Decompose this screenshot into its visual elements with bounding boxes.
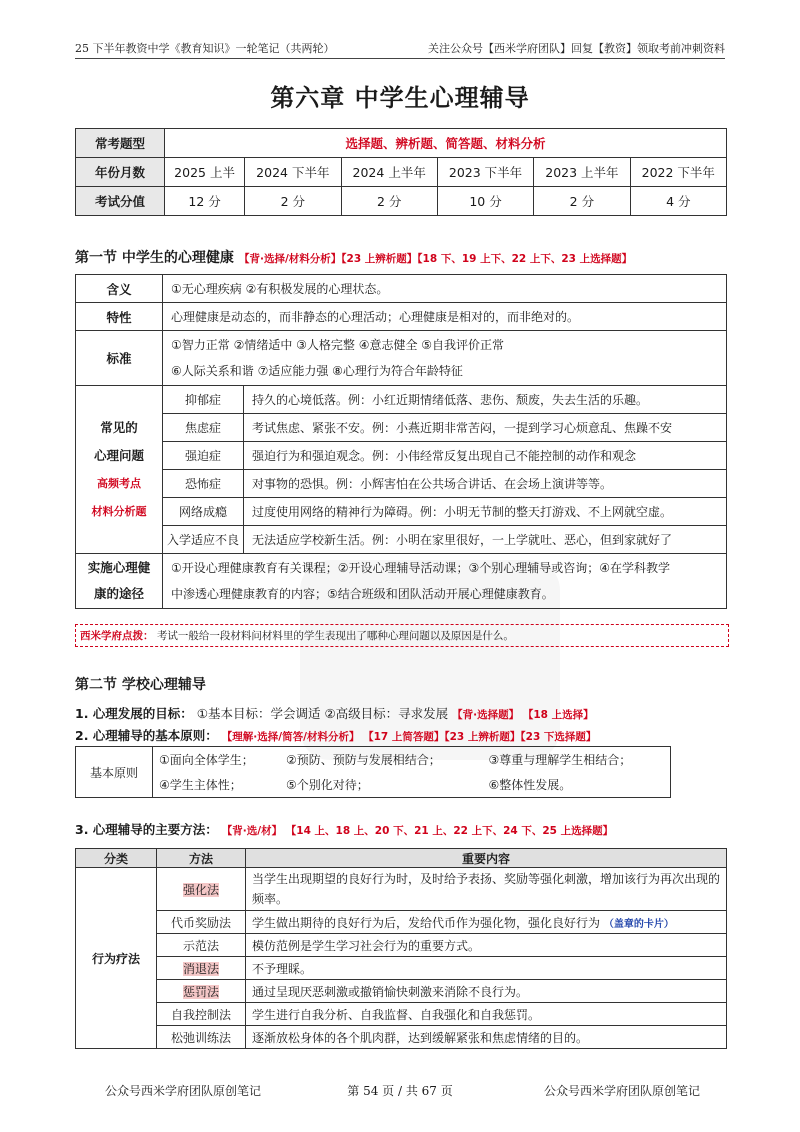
principles-title: 2. 心理辅导的基本原则： (75, 728, 218, 743)
method-desc: 学生进行自我分析、自我监督、自我强化和自我惩罚。 (246, 1003, 727, 1026)
method-desc: 逐渐放松身体的各个肌肉群，达到缓解紧张和焦虑情绪的目的。 (246, 1026, 727, 1049)
principle-item: ①面向全体学生； (153, 747, 281, 773)
header-left: 25 下半年教资中学《教育知识》一轮笔记（共两轮） (75, 42, 335, 55)
score-cell: 2 分 (341, 187, 437, 216)
exam-info-table (75, 128, 727, 216)
goal-tags: 【背·选择题】 【18 上选择】 (452, 709, 594, 721)
approach-text (163, 554, 727, 609)
score-cell: 4 分 (630, 187, 726, 216)
year-cell: 2024 下半年 (245, 158, 341, 187)
year-cell: 2023 下半年 (437, 158, 533, 187)
methods-table (75, 848, 727, 1049)
problem-name: 网络成瘾 (163, 498, 244, 526)
method-name-text: 惩罚法 (182, 984, 219, 999)
problem-name: 强迫症 (163, 442, 244, 470)
methods-tags: 【背·选/材】 【14 上、18 上、20 下、21 上、22 上下、24 下、25 上选择题】 (221, 825, 614, 837)
principle-item: ④学生主体性； (153, 772, 281, 798)
method-desc (246, 911, 727, 934)
header-right: 关注公众号【西米学府团队】回复【教资】领取考前冲刺资料 (428, 42, 725, 55)
approach-label-line-2: 康的途径 (93, 586, 144, 601)
method-desc-extra: （盖章的卡片） (603, 918, 674, 930)
method-name (157, 868, 246, 911)
method-desc: 模仿范例是学生学习社会行为的重要方式。 (246, 934, 727, 957)
method-name-text: 强化法 (182, 882, 219, 897)
score-cell: 2 分 (245, 187, 341, 216)
principle-item: ③尊重与理解学生相结合； (488, 753, 632, 767)
principles-tags: 【理解·选择/简答/材料分析】 【17 上简答题】【23 上辨析题】【23 下选择题】 (221, 731, 597, 743)
method-desc: 通过呈现厌恶刺激或撤销愉快刺激来消除不良行为。 (246, 980, 727, 1003)
principle-item: ②预防、预防与发展相结合； (286, 753, 441, 767)
standard-line-1: ①智力正常 ②情绪适中 ③人格完整 ④意志健全 ⑤自我评价正常 (171, 338, 505, 352)
method-name: 代币奖励法 (157, 911, 246, 934)
method-desc: 不予理睬。 (246, 957, 727, 980)
approach-label (76, 554, 163, 609)
score-label: 考试分值 (76, 187, 165, 216)
year-cell: 2022 下半年 (630, 158, 726, 187)
score-cell: 12 分 (165, 187, 245, 216)
goal-line (75, 704, 594, 722)
methods-header-category: 分类 (76, 849, 157, 868)
approach-line-1: ①开设心理健康教育有关课程；②开设心理辅导活动课；③个别心理辅导或咨询；④在学科教学 (171, 561, 671, 575)
year-cell: 2024 上半年 (341, 158, 437, 187)
question-type-label: 常考题型 (76, 129, 165, 158)
section1-heading (75, 247, 632, 267)
standard-text (163, 331, 727, 386)
footer-left: 公众号西米学府团队原创笔记 (105, 1084, 262, 1098)
score-cell: 10 分 (437, 187, 533, 216)
principles-line (75, 726, 596, 744)
year-label: 年份月数 (76, 158, 165, 187)
problem-name: 入学适应不良 (163, 526, 244, 554)
question-type-value: 选择题、辨析题、简答题、材料分析 (165, 129, 727, 158)
method-desc: 当学生出现期望的良好行为时，及时给予表扬、奖励等强化刺激，增加该行为再次出现的频率。 (246, 868, 727, 911)
standard-line-2: ⑥人际关系和谐 ⑦适应能力强 ⑧心理行为符合年龄特征 (171, 364, 463, 378)
methods-category: 行为疗法 (76, 868, 157, 1049)
trait-text: 心理健康是动态的，而非静态的心理活动；心理健康是相对的，而非绝对的。 (163, 303, 727, 331)
methods-header-content: 重要内容 (246, 849, 727, 868)
meaning-label: 含义 (76, 275, 163, 303)
problem-name: 抑郁症 (163, 386, 244, 414)
method-name-text: 消退法 (182, 961, 219, 976)
method-name: 自我控制法 (157, 1003, 246, 1026)
trait-label: 特性 (76, 303, 163, 331)
tip-note (75, 624, 729, 647)
method-name (157, 957, 246, 980)
methods-header-method: 方法 (157, 849, 246, 868)
problem-desc: 无法适应学校新生活。例：小明在家里很好，一上学就吐、恶心，但到家就好了 (244, 526, 727, 554)
tip-note-text: 考试一般给一段材料问材料里的学生表现出了哪种心理问题以及原因是什么。 (156, 630, 514, 642)
mental-health-table (75, 274, 727, 609)
score-cell: 2 分 (534, 187, 630, 216)
problems-label (76, 386, 163, 554)
section1-title: 第一节 中学生的心理健康 (75, 250, 234, 266)
problem-desc: 考试焦虑、紧张不安。例：小燕近期非常苦闷，一提到学习心烦意乱、焦躁不安 (244, 414, 727, 442)
goal-label: 1. 心理发展的目标： (75, 706, 193, 721)
footer-page-number: 第 54 页 / 共 67 页 (347, 1084, 453, 1098)
method-name: 松弛训练法 (157, 1026, 246, 1049)
meaning-text: ①无心理疾病 ②有积极发展的心理状态。 (163, 275, 727, 303)
year-cell: 2023 上半年 (534, 158, 630, 187)
approach-line-2: 中渗透心理健康教育的内容；⑤结合班级和团队活动开展心理健康教育。 (171, 587, 554, 601)
problem-desc: 对事物的恐惧。例：小辉害怕在公共场合讲话、在会场上演讲等等。 (244, 470, 727, 498)
method-name (157, 980, 246, 1003)
section2-title: 第二节 学校心理辅导 (75, 677, 206, 693)
problems-label-line-3: 高频考点 (97, 476, 141, 490)
principle-item: ⑤个别化对待； (286, 778, 369, 792)
principle-item: ⑥整体性发展。 (488, 778, 572, 792)
problems-label-line-2: 心理问题 (93, 447, 144, 463)
methods-line (75, 820, 613, 838)
principles-label: 基本原则 (76, 747, 153, 798)
methods-title: 3. 心理辅导的主要方法： (75, 822, 218, 837)
problem-name: 焦虑症 (163, 414, 244, 442)
section1-tags: 【背·选择/材料分析】【23 上辨析题】【18 下、19 上下、22 上下、23 上选择题】 (238, 253, 633, 265)
problem-desc: 强迫行为和强迫观念。例：小伟经常反复出现自己不能控制的动作和观念 (244, 442, 727, 470)
problem-desc: 过度使用网络的精神行为障碍。例：小明无节制的整天打游戏、不上网就空虚。 (244, 498, 727, 526)
chapter-title: 第六章 中学生心理辅导 (270, 83, 530, 112)
problem-name: 恐怖症 (163, 470, 244, 498)
tip-note-label: 西米学府点拨： (80, 630, 154, 642)
standard-label: 标准 (76, 331, 163, 386)
method-desc-text: 学生做出期待的良好行为后，发给代币作为强化物，强化良好行为 (252, 915, 601, 930)
header-divider (75, 58, 725, 59)
goal-text: ①基本目标：学会调适 ②高级目标：寻求发展 (196, 706, 449, 721)
method-name: 示范法 (157, 934, 246, 957)
year-cell: 2025 上半 (165, 158, 245, 187)
problems-label-line-1: 常见的 (100, 419, 138, 435)
approach-label-line-1: 实施心理健 (87, 560, 151, 575)
principles-table (75, 746, 671, 798)
problem-desc: 持久的心境低落。例：小红近期情绪低落、悲伤、颓废，失去生活的乐趣。 (244, 386, 727, 414)
problems-label-line-4: 材料分析题 (91, 504, 147, 518)
footer-right: 公众号西米学府团队原创笔记 (543, 1084, 700, 1098)
